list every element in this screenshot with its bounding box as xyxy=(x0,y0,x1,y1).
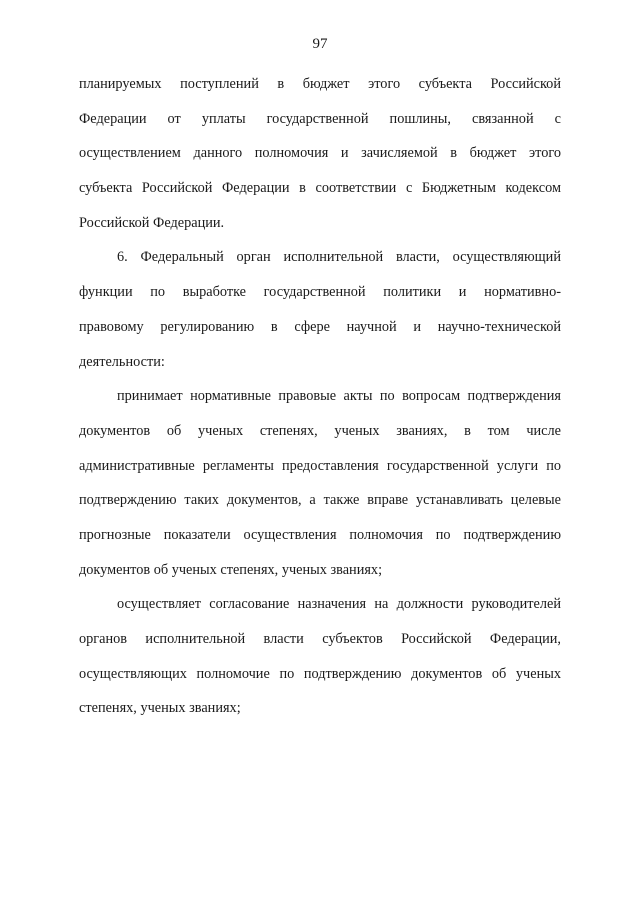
text-line: административные регламенты предоставления государственной услуги по xyxy=(79,457,561,474)
paragraph-budget-revenue xyxy=(79,67,561,240)
text-line: осуществлением данного полномочия и зачисляемой в бюджет этого xyxy=(79,145,561,162)
paragraph-normative-acts xyxy=(79,379,561,587)
text-line: 6. Федеральный орган исполнительной власти, осуществляющий xyxy=(117,249,561,266)
paragraph-appointment-approval xyxy=(79,587,561,726)
text-line: осуществляет согласование назначения на должности руководителей xyxy=(117,596,561,613)
document-body xyxy=(79,67,561,726)
text-line: осуществляющих полномочие по подтверждению документов об ученых xyxy=(79,665,561,682)
text-line: документов об ученых степенях, ученых званиях, в том числе xyxy=(79,422,561,439)
text-line: Федерации от уплаты государственной пошлины, связанной с xyxy=(79,110,561,127)
paragraph-item-6 xyxy=(79,240,561,379)
text-line: деятельности: xyxy=(79,353,165,370)
text-line: органов исполнительной власти субъектов Российской Федерации, xyxy=(79,631,561,647)
text-line: правовому регулированию в сфере научной и научно-технической xyxy=(79,318,561,335)
page-number: 97 xyxy=(312,36,328,52)
text-line: Российской Федерации. xyxy=(79,214,225,231)
text-line: документов об ученых степенях, ученых званиях; xyxy=(79,561,383,578)
text-line: подтверждению таких документов, а также вправе устанавливать целевые xyxy=(79,492,561,509)
text-line: прогнозные показатели осуществления полномочия по подтверждению xyxy=(79,526,561,543)
text-line: субъекта Российской Федерации в соответствии с Бюджетным кодексом xyxy=(79,180,561,197)
text-line: планируемых поступлений в бюджет этого субъекта Российской xyxy=(79,76,561,92)
text-line: степенях, ученых званиях; xyxy=(79,700,241,717)
text-line: функции по выработке государственной политики и нормативно- xyxy=(79,284,561,301)
text-line: принимает нормативные правовые акты по вопросам подтверждения xyxy=(117,388,561,405)
